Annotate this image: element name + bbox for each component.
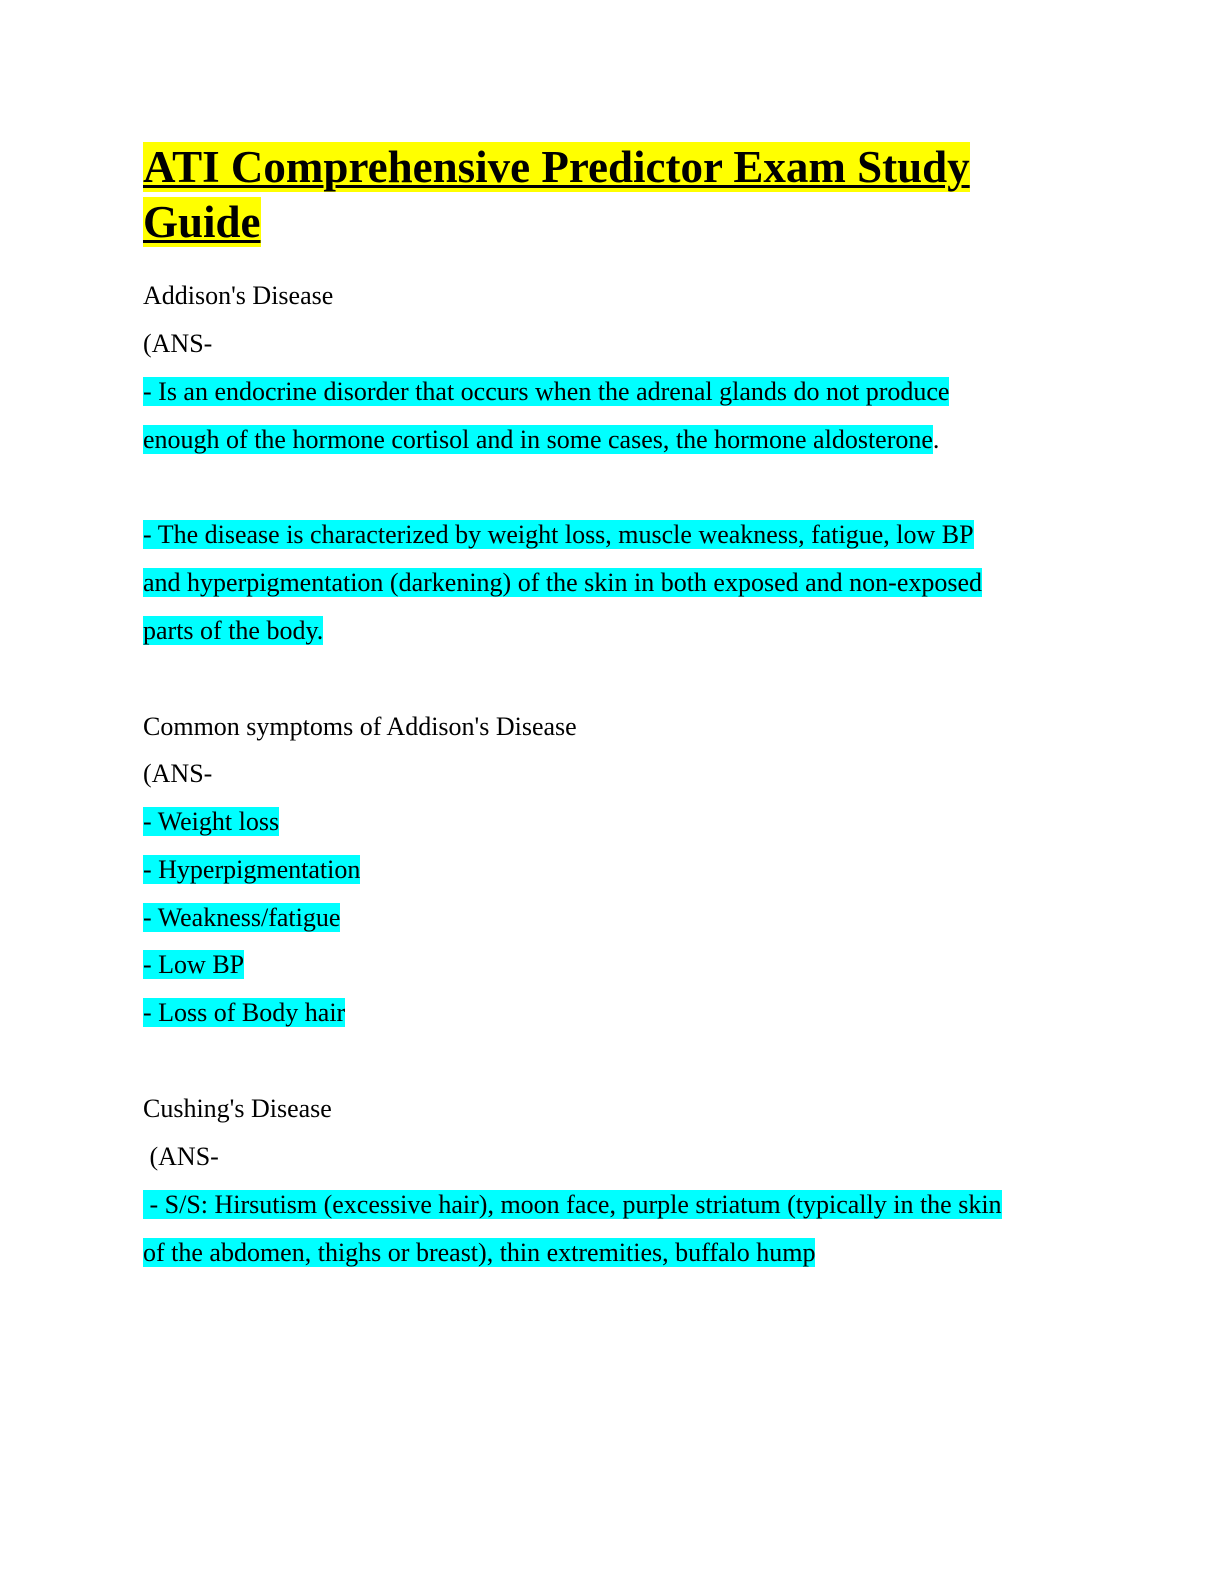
answer-line <box>143 566 982 600</box>
section-heading-cushings: Cushing's Disease <box>143 1094 332 1123</box>
ans-marker-addisons: (ANS- <box>143 329 213 358</box>
answer-line <box>143 1188 1002 1222</box>
section-heading-common-symptoms: Common symptoms of Addison's Disease <box>143 712 577 741</box>
answer-line <box>143 614 323 648</box>
symptom-item <box>143 948 244 982</box>
answer-highlight: enough of the hormone cortisol and in some cases, the hormone aldosterone <box>143 425 933 454</box>
symptom-item <box>143 996 345 1030</box>
symptom-item <box>143 805 279 839</box>
symptom-item <box>143 901 340 935</box>
ans-marker-cushings: (ANS- <box>143 1142 219 1171</box>
answer-highlight: - Low BP <box>143 950 245 979</box>
answer-highlight: - Loss of Body hair <box>143 998 346 1027</box>
answer-highlight: - Is an endocrine disorder that occurs when the adrenal glands do not produce <box>143 377 950 406</box>
answer-highlight: of the abdomen, thighs or breast), thin extremities, buffalo hump <box>143 1238 816 1267</box>
document-title <box>143 140 1043 250</box>
answer-highlight: - Hyperpigmentation <box>143 855 361 884</box>
answer-line <box>143 423 939 457</box>
title-line-2: Guide <box>143 197 261 247</box>
answer-line <box>143 518 974 552</box>
answer-highlight: - S/S: Hirsutism (excessive hair), moon face, purple striatum (typically in the skin <box>143 1190 1002 1219</box>
answer-highlight: - Weight loss <box>143 807 280 836</box>
answer-line <box>143 375 949 409</box>
answer-highlight: - Weakness/fatigue <box>143 903 341 932</box>
title-line-1: ATI Comprehensive Predictor Exam Study <box>143 142 970 192</box>
answer-highlight: and hyperpigmentation (darkening) of the skin in both exposed and non-exposed <box>143 568 983 597</box>
symptom-item <box>143 853 360 887</box>
answer-highlight: parts of the body. <box>143 616 324 645</box>
answer-line <box>143 1236 815 1270</box>
answer-highlight: - The disease is characterized by weight loss, muscle weakness, fatigue, low BP <box>143 520 974 549</box>
ans-marker-common-symptoms: (ANS- <box>143 759 213 788</box>
trailing-period: . <box>932 425 940 454</box>
section-heading-addisons: Addison's Disease <box>143 281 334 310</box>
